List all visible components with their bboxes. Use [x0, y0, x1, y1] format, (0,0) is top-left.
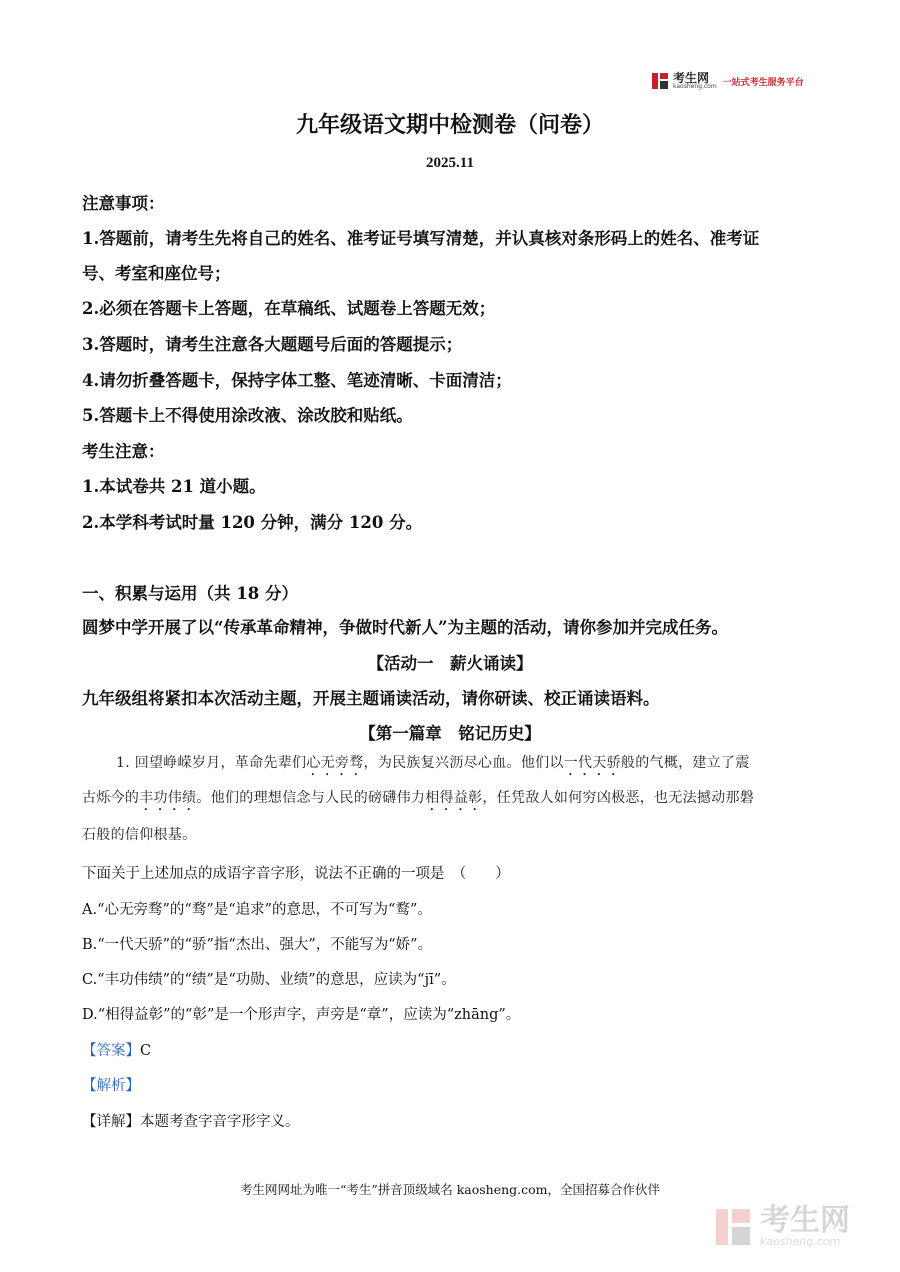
chapter-title: 【第一篇章 铭记历史】: [359, 724, 541, 743]
detail-text: 本题考查字音字形字义。: [140, 1114, 300, 1130]
answer: [82, 1039, 151, 1060]
watermark: [716, 1203, 850, 1248]
notice-item: 3.答题时，请考生注意各大题题号后面的答题提示；: [82, 335, 463, 354]
emphasized-idiom: 丰功伟绩: [139, 790, 197, 806]
passage-line-3: 石般的信仰根基。: [82, 827, 197, 843]
notice-item: 1.答题前，请考生先将自己的姓名、准考证号填写清楚，并认真核对条形码上的姓名、准考证: [82, 229, 760, 248]
watermark-logo-icon: [716, 1207, 754, 1247]
activity-title: 【活动一 薪火诵读】: [367, 654, 533, 673]
detail: [82, 1110, 300, 1131]
passage-line-2: 古烁今的丰功伟绩。他们的理想信念与人民的磅礴伟力相得益彰，任凭敌人如何穷凶极恶，也无法撼动那磐: [82, 790, 755, 806]
passage-line-1: 1. 回望峥嵘岁月，革命先辈们心无旁骛，为民族复兴沥尽心血。他们以一代天骄般的气概，建立了震: [116, 755, 750, 771]
question-stem: 下面关于上述加点的成语字音字形，说法不正确的一项是 （ ）: [82, 866, 510, 882]
site-logo: [652, 72, 804, 90]
notice-item: 4.请勿折叠答题卡，保持字体工整、笔迹清晰、卡面清洁；: [82, 371, 512, 390]
section-heading: 一、积累与运用（共 18 分）: [82, 584, 298, 603]
analysis-label: 【解析】: [82, 1078, 140, 1094]
logo-domain: kaosheng.com: [673, 83, 717, 90]
activity-intro: 九年级组将紧扣本次活动主题，开展主题诵读活动，请你研读、校正诵读语料。: [82, 689, 660, 708]
logo-icon: [652, 72, 670, 90]
candidate-heading: 考生注意：: [82, 442, 165, 461]
emphasized-idiom: 相得益彰: [425, 790, 483, 806]
notice-item: 2.必须在答题卡上答题，在草稿纸、试题卷上答题无效；: [82, 299, 496, 318]
notice-item: 5.答题卡上不得使用涂改液、涂改胶和贴纸。: [82, 406, 413, 425]
section-intro: 圆梦中学开展了以“传承革命精神，争做时代新人”为主题的活动，请你参加并完成任务。: [82, 618, 728, 637]
answer-label: 【答案】: [82, 1043, 140, 1059]
answer-value: C: [140, 1043, 152, 1059]
watermark-name: 考生网: [760, 1203, 850, 1238]
option-c: C.“丰功伟绩”的“绩”是“功勋、业绩”的意思，应读为“jī”。: [82, 972, 456, 988]
notice-heading: 注意事项：: [82, 194, 165, 213]
emphasized-idiom: 一代天骄: [563, 755, 621, 771]
emphasized-idiom: 心无旁骛: [306, 755, 364, 771]
page-title: 九年级语文期中检测卷（问卷）: [295, 112, 604, 138]
option-d: D.“相得益彰”的“彰”是一个形声字，声旁是“章”，应读为“zhāng”。: [82, 1007, 521, 1023]
exam-date: 2025.11: [426, 155, 474, 171]
watermark-domain: kaosheng.com: [760, 1235, 841, 1248]
notice-item: 号、考室和座位号；: [82, 264, 231, 283]
candidate-item: 2.本学科考试时量 120 分钟，满分 120 分。: [82, 513, 423, 532]
option-a: A.“心无旁骛”的“骛”是“追求”的意思，不可写为“鹜”。: [82, 902, 432, 918]
detail-label: 【详解】: [82, 1114, 140, 1130]
footer-text: 考生网网址为唯一“考生”拼音顶级域名 kaosheng.com，全国招募合作伙伴: [239, 1182, 661, 1197]
logo-name: 考生网: [673, 71, 710, 85]
option-b: B.“一代天骄”的“骄”指“杰出、强大”，不能写为“娇”。: [82, 937, 433, 953]
candidate-item: 1.本试卷共 21 道小题。: [82, 477, 266, 496]
logo-slogan: 一站式考生服务平台: [722, 77, 804, 88]
